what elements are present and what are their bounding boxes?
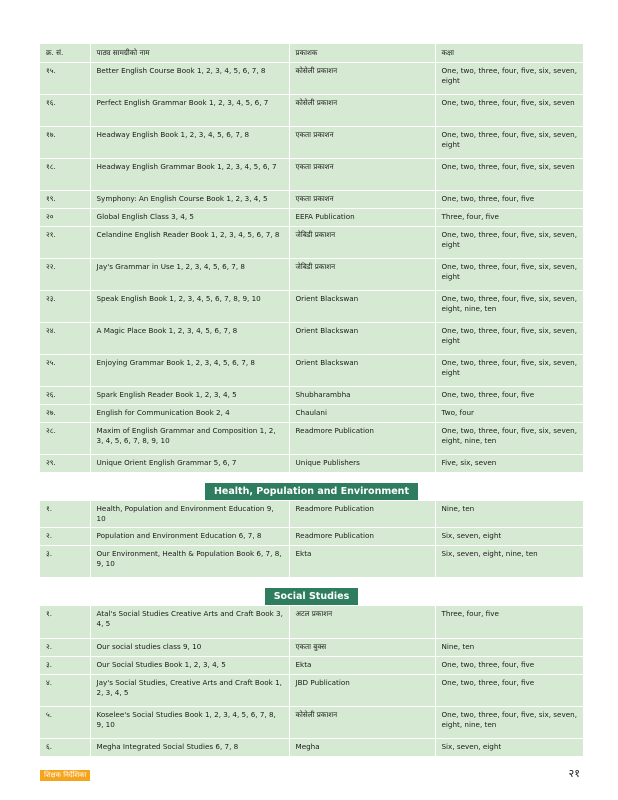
cell-serial: २१.: [40, 227, 90, 259]
cell-publisher: एकता प्रकाशन: [289, 127, 435, 159]
cell-publisher: JBD Publication: [289, 674, 435, 706]
cell-title: Our Social Studies Book 1, 2, 3, 4, 5: [90, 656, 289, 674]
header-grades: कक्षा: [435, 44, 583, 63]
cell-title: English for Communication Book 2, 4: [90, 405, 289, 423]
cell-publisher: जेबिडी प्रकाशन: [289, 259, 435, 291]
cell-serial: २.: [40, 638, 90, 656]
cell-serial: २०: [40, 209, 90, 227]
table-row: [40, 95, 583, 127]
table-row: [40, 656, 583, 674]
cell-publisher: Chaulani: [289, 405, 435, 423]
cell-title: Speak English Book 1, 2, 3, 4, 5, 6, 7, 8, 9, 10: [90, 291, 289, 323]
cell-title: Global English Class 3, 4, 5: [90, 209, 289, 227]
cell-publisher: Ekta: [289, 546, 435, 578]
cell-grades: One, two, three, four, five, six, seven: [435, 95, 583, 127]
cell-serial: २९.: [40, 455, 90, 473]
cell-grades: Six, seven, eight: [435, 738, 583, 756]
cell-serial: १७.: [40, 127, 90, 159]
cell-title: Maxim of English Grammar and Composition 1, 2, 3, 4, 5, 6, 7, 8, 9, 10: [90, 423, 289, 455]
cell-title: Better English Course Book 1, 2, 3, 4, 5, 6, 7, 8: [90, 63, 289, 95]
section-heading-health: [40, 479, 583, 501]
cell-title: Our social studies class 9, 10: [90, 638, 289, 656]
document-page: [40, 44, 583, 757]
cell-serial: ६.: [40, 738, 90, 756]
cell-publisher: Readmore Publication: [289, 501, 435, 528]
table-row: [40, 405, 583, 423]
cell-serial: १८.: [40, 159, 90, 191]
cell-title: Population and Environment Education 6, 7, 8: [90, 528, 289, 546]
table-row: [40, 127, 583, 159]
cell-publisher: कोसेली प्रकाशन: [289, 95, 435, 127]
cell-serial: २३.: [40, 291, 90, 323]
cell-serial: २४.: [40, 323, 90, 355]
table-row: [40, 706, 583, 738]
table-row: [40, 738, 583, 756]
cell-grades: One, two, three, four, five, six, seven, eight: [435, 323, 583, 355]
cell-grades: Nine, ten: [435, 638, 583, 656]
cell-title: Jay's Social Studies, Creative Arts and Craft Book 1, 2, 3, 4, 5: [90, 674, 289, 706]
cell-grades: One, two, three, four, five, six, seven, eight: [435, 63, 583, 95]
cell-title: Unique Orient English Grammar 5, 6, 7: [90, 455, 289, 473]
table-row: [40, 546, 583, 578]
cell-grades: Nine, ten: [435, 501, 583, 528]
cell-title: Headway English Grammar Book 1, 2, 3, 4, 5, 6, 7: [90, 159, 289, 191]
cell-title: Spark English Reader Book 1, 2, 3, 4, 5: [90, 387, 289, 405]
cell-title: Health, Population and Environment Education 9, 10: [90, 501, 289, 528]
cell-serial: ३.: [40, 656, 90, 674]
cell-publisher: Shubharambha: [289, 387, 435, 405]
table-row: [40, 323, 583, 355]
cell-serial: २६.: [40, 387, 90, 405]
footer-book-label: शिक्षक निर्देशिका: [40, 770, 90, 781]
cell-publisher: एकता प्रकाशन: [289, 159, 435, 191]
cell-publisher: Ekta: [289, 656, 435, 674]
table-body-health: [40, 501, 583, 578]
textbook-table-social: [40, 606, 583, 757]
cell-serial: २५.: [40, 355, 90, 387]
textbook-table-english: [40, 44, 583, 473]
cell-grades: Two, four: [435, 405, 583, 423]
cell-grades: One, two, three, four, five: [435, 387, 583, 405]
cell-grades: Six, seven, eight: [435, 528, 583, 546]
cell-title: Our Environment, Health & Population Book 6, 7, 8, 9, 10: [90, 546, 289, 578]
section-title: Health, Population and Environment: [205, 483, 418, 500]
cell-title: Enjoying Grammar Book 1, 2, 3, 4, 5, 6, 7, 8: [90, 355, 289, 387]
section-title: Social Studies: [265, 588, 359, 605]
cell-serial: १५.: [40, 63, 90, 95]
cell-publisher: Orient Blackswan: [289, 323, 435, 355]
cell-title: A Magic Place Book 1, 2, 3, 4, 5, 6, 7, 8: [90, 323, 289, 355]
cell-grades: One, two, three, four, five, six, seven, eight: [435, 259, 583, 291]
cell-serial: २८.: [40, 423, 90, 455]
page-number: २१: [568, 767, 580, 780]
cell-publisher: अटल प्रकाशन: [289, 606, 435, 638]
cell-publisher: Megha: [289, 738, 435, 756]
table-row: [40, 227, 583, 259]
cell-serial: १.: [40, 606, 90, 638]
header-serial: क्र. सं.: [40, 44, 90, 63]
cell-grades: Three, four, five: [435, 606, 583, 638]
cell-grades: One, two, three, four, five: [435, 674, 583, 706]
cell-serial: १९.: [40, 191, 90, 209]
table-row: [40, 63, 583, 95]
cell-title: Celandine English Reader Book 1, 2, 3, 4, 5, 6, 7, 8: [90, 227, 289, 259]
table-row: [40, 355, 583, 387]
cell-grades: Three, four, five: [435, 209, 583, 227]
table-row: [40, 638, 583, 656]
table-row: [40, 191, 583, 209]
cell-publisher: Readmore Publication: [289, 423, 435, 455]
cell-title: Perfect English Grammar Book 1, 2, 3, 4, 5, 6, 7: [90, 95, 289, 127]
cell-grades: One, two, three, four, five, six, seven, eight, nine, ten: [435, 291, 583, 323]
table-row: [40, 606, 583, 638]
cell-grades: One, two, three, four, five, six, seven, eight: [435, 355, 583, 387]
table-row: [40, 159, 583, 191]
cell-publisher: Orient Blackswan: [289, 355, 435, 387]
table-row: [40, 501, 583, 528]
cell-grades: One, two, three, four, five, six, seven, eight, nine, ten: [435, 423, 583, 455]
cell-publisher: Readmore Publication: [289, 528, 435, 546]
table-row: [40, 209, 583, 227]
cell-title: Jay's Grammar in Use 1, 2, 3, 4, 5, 6, 7, 8: [90, 259, 289, 291]
cell-serial: १.: [40, 501, 90, 528]
cell-title: Symphony: An English Course Book 1, 2, 3, 4, 5: [90, 191, 289, 209]
section-heading-social: [40, 584, 583, 606]
cell-publisher: Orient Blackswan: [289, 291, 435, 323]
table-row: [40, 387, 583, 405]
cell-serial: २२.: [40, 259, 90, 291]
cell-grades: One, two, three, four, five, six, seven: [435, 159, 583, 191]
cell-serial: २.: [40, 528, 90, 546]
cell-grades: Six, seven, eight, nine, ten: [435, 546, 583, 578]
cell-publisher: Unique Publishers: [289, 455, 435, 473]
cell-grades: One, two, three, four, five, six, seven, eight: [435, 127, 583, 159]
cell-grades: One, two, three, four, five: [435, 656, 583, 674]
cell-grades: One, two, three, four, five: [435, 191, 583, 209]
table-row: [40, 291, 583, 323]
cell-serial: १६.: [40, 95, 90, 127]
cell-serial: ५.: [40, 706, 90, 738]
table-row: [40, 674, 583, 706]
table-body-english: [40, 63, 583, 473]
textbook-table-health: [40, 501, 583, 578]
cell-title: Koselee's Social Studies Book 1, 2, 3, 4, 5, 6, 7, 8, 9, 10: [90, 706, 289, 738]
cell-serial: ४.: [40, 674, 90, 706]
cell-grades: Five, six, seven: [435, 455, 583, 473]
header-publisher: प्रकाशक: [289, 44, 435, 63]
table-row: [40, 528, 583, 546]
header-title: पाठ्य सामग्रीको नाम: [90, 44, 289, 63]
table-row: [40, 259, 583, 291]
table-row: [40, 423, 583, 455]
table-header-row: [40, 44, 583, 63]
cell-title: Megha Integrated Social Studies 6, 7, 8: [90, 738, 289, 756]
cell-title: Headway English Book 1, 2, 3, 4, 5, 6, 7, 8: [90, 127, 289, 159]
cell-publisher: कोसेली प्रकाशन: [289, 63, 435, 95]
cell-publisher: कोसेली प्रकाशन: [289, 706, 435, 738]
cell-serial: २७.: [40, 405, 90, 423]
table-row: [40, 455, 583, 473]
cell-publisher: EEFA Publication: [289, 209, 435, 227]
cell-serial: ३.: [40, 546, 90, 578]
cell-publisher: एकता बुक्स: [289, 638, 435, 656]
cell-grades: One, two, three, four, five, six, seven, eight, nine, ten: [435, 706, 583, 738]
cell-grades: One, two, three, four, five, six, seven, eight: [435, 227, 583, 259]
cell-publisher: एकता प्रकाशन: [289, 191, 435, 209]
table-body-social: [40, 606, 583, 756]
cell-publisher: जेबिडी प्रकाशन: [289, 227, 435, 259]
cell-title: Atal's Social Studies Creative Arts and Craft Book 3, 4, 5: [90, 606, 289, 638]
